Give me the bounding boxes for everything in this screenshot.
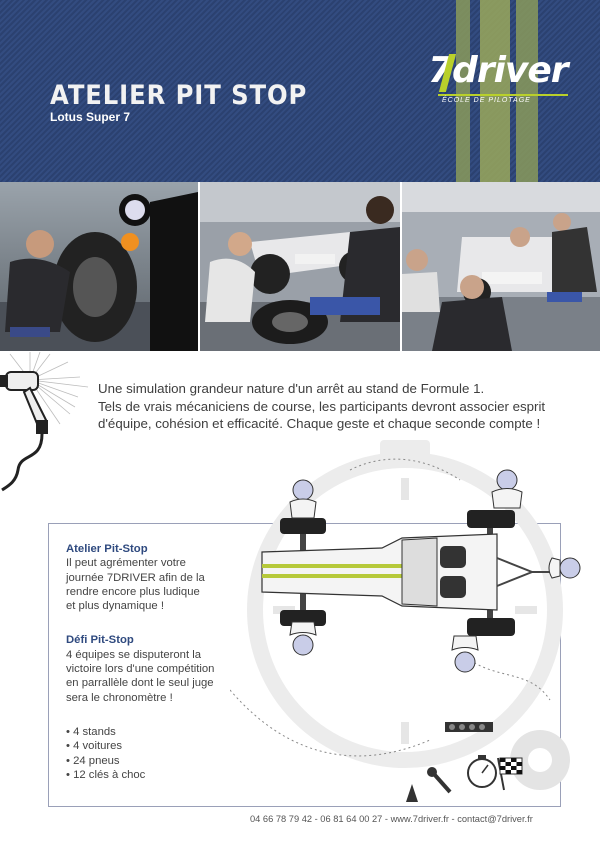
atelier-line: rendre encore plus ludique <box>66 585 200 598</box>
checkered-flag-icon <box>498 758 522 790</box>
photo-tyre-change <box>200 182 400 351</box>
intro-line: Une simulation grandeur nature d'un arrêt au stand de Formule 1. <box>98 381 485 396</box>
stopwatch-icon <box>468 755 496 787</box>
logo-text: 7driver <box>428 50 568 91</box>
intro-line: d'équipe, cohésion et efficacité. Chaque geste et chaque seconde compte ! <box>98 416 541 431</box>
impact-wrench-icon <box>0 352 95 492</box>
contact-footer: 04 66 78 79 42 - 06 81 64 00 27 - www.7driver.fr - contact@7driver.fr <box>250 814 533 824</box>
logo <box>428 50 578 112</box>
atelier-line: et plus dynamique ! <box>66 600 164 613</box>
defi-heading: Défi Pit-Stop <box>66 634 134 647</box>
logo-tagline: ÉCOLE DE PILOTAGE <box>442 97 531 104</box>
intro-line: Tels de vrais mécaniciens de course, les participants devront associer esprit <box>98 398 546 414</box>
logo-underline <box>438 94 568 96</box>
defi-line: en parrallèle dont le seul juge <box>66 677 214 690</box>
header-banner <box>0 0 600 182</box>
intro-text <box>98 380 568 433</box>
list-item: • 4 stands <box>66 725 226 739</box>
list-item: • 12 clés à choc <box>66 768 226 782</box>
atelier-heading: Atelier Pit-Stop <box>66 543 148 555</box>
defi-line: sera le chronomètre ! <box>66 691 173 704</box>
atelier-line: Il peut agrémenter votre <box>66 557 186 570</box>
list-item: • 4 voitures <box>66 739 226 753</box>
photo-pit-crew <box>402 182 600 351</box>
page-title: ATELIER PIT STOP <box>50 80 308 111</box>
pit-stop-illustration <box>230 440 600 820</box>
atelier-line: journée 7DRIVER afin de la <box>66 571 205 584</box>
equipment-list <box>66 725 226 782</box>
photo-mechanic-wheel <box>0 182 198 351</box>
info-text <box>66 542 226 782</box>
defi-line: 4 équipes se disputeront la <box>66 648 202 661</box>
defi-line: victoire lors d'une compétition <box>66 663 215 676</box>
page-subtitle: Lotus Super 7 <box>50 110 131 124</box>
list-item: • 24 pneus <box>66 754 226 768</box>
